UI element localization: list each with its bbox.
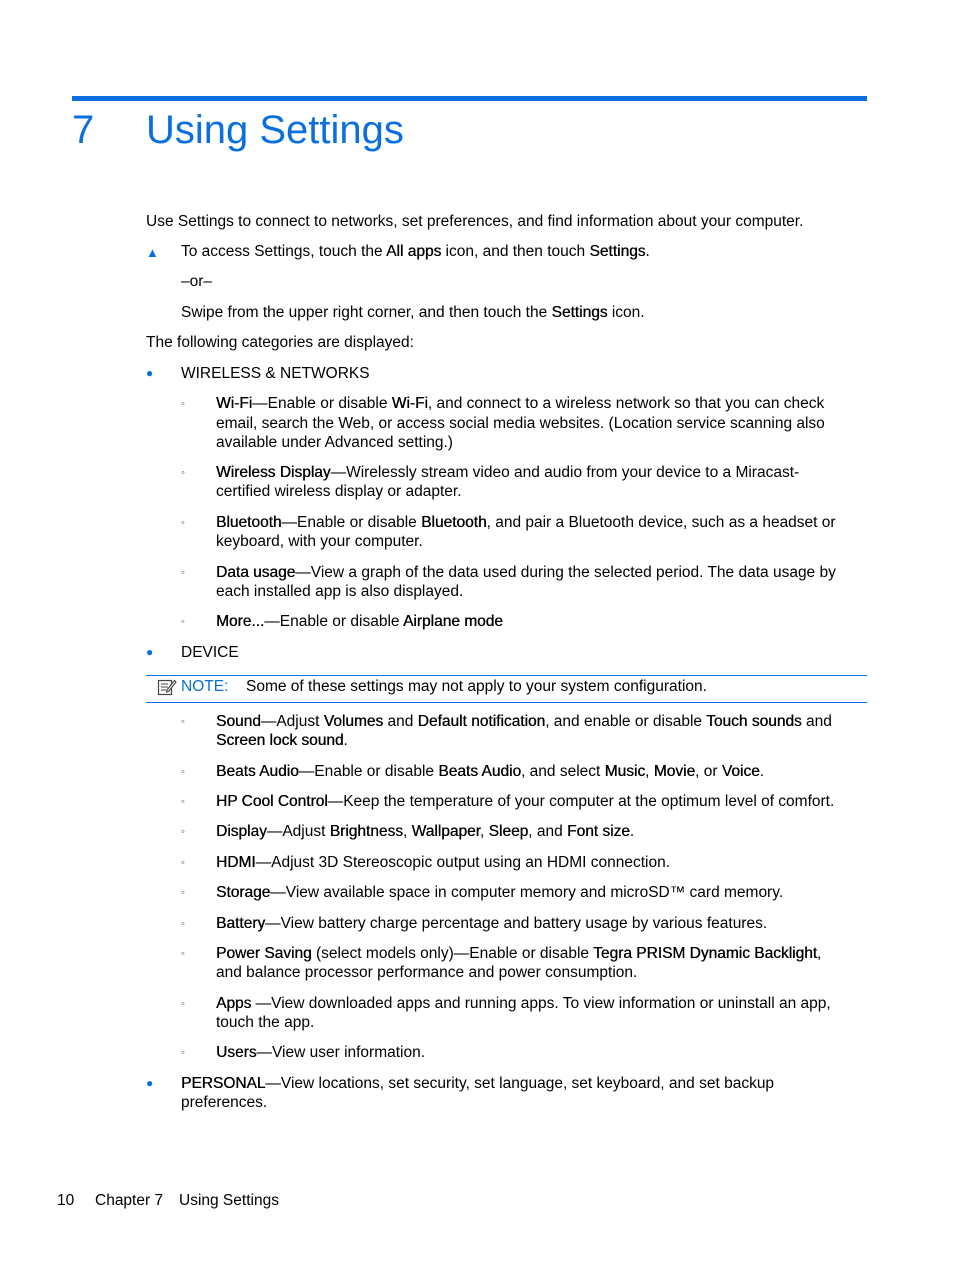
wifi-item-line2: email, search the Web, or access social media websites. (Location service scanning also: [216, 415, 825, 432]
footer-page-number: 10: [57, 1192, 75, 1209]
step-text: To access Settings, touch the All apps icon, and then touch Settings.: [181, 243, 650, 260]
bluetooth-item: Bluetooth—Enable or disable Bluetooth, and pair a Bluetooth device, such as a headset or: [216, 514, 836, 531]
wireless-heading: WIRELESS & NETWORKS: [181, 365, 370, 382]
note-top-rule: [146, 675, 867, 676]
triangle-icon: ▲: [146, 245, 159, 260]
circle-bullet-icon: ◦: [181, 567, 185, 579]
circle-bullet-icon: ◦: [181, 887, 185, 899]
data-usage-item: Data usage—View a graph of the data used during the selected period. The data usage by: [216, 564, 836, 581]
circle-bullet-icon: ◦: [181, 398, 185, 410]
wireless-display-item: Wireless Display—Wirelessly stream video and audio from your device to a Miracast-: [216, 464, 800, 481]
note-label: NOTE:: [181, 678, 229, 695]
apps-item: Apps —View downloaded apps and running apps. To view information or uninstall an app,: [216, 995, 831, 1012]
apps-item-line2: touch the app.: [216, 1014, 315, 1031]
sound-item: Sound—Adjust Volumes and Default notification, and enable or disable Touch sounds and: [216, 713, 832, 730]
device-heading: DEVICE: [181, 644, 239, 661]
wireless-display-line2: certified wireless display or adapter.: [216, 483, 462, 500]
note-bottom-rule: [146, 702, 867, 703]
wifi-item: Wi-Fi—Enable or disable Wi-Fi, and connect to a wireless network so that you can check: [216, 395, 825, 412]
circle-bullet-icon: ◦: [181, 467, 185, 479]
intro-paragraph: Use Settings to connect to networks, set preferences, and find information about your computer.: [146, 213, 804, 230]
circle-bullet-icon: ◦: [181, 796, 185, 808]
dot-bullet-icon: ●: [146, 645, 154, 659]
step-alt-text: Swipe from the upper right corner, and then touch the Settings icon.: [181, 304, 645, 321]
circle-bullet-icon: ◦: [181, 857, 185, 869]
circle-bullet-icon: ◦: [181, 1047, 185, 1059]
circle-bullet-icon: ◦: [181, 948, 185, 960]
storage-item: Storage—View available space in computer memory and microSD™ card memory.: [216, 884, 784, 901]
circle-bullet-icon: ◦: [181, 616, 185, 628]
dot-bullet-icon: ●: [146, 366, 154, 380]
hp-cool-control-item: HP Cool Control—Keep the temperature of your computer at the optimum level of comfort.: [216, 793, 835, 810]
dot-bullet-icon: ●: [146, 1076, 154, 1090]
hdmi-item: HDMI—Adjust 3D Stereoscopic output using an HDMI connection.: [216, 854, 671, 871]
circle-bullet-icon: ◦: [181, 826, 185, 838]
power-saving-item: Power Saving (select models only)—Enable or disable Tegra PRISM Dynamic Backlight,: [216, 945, 822, 962]
categories-intro: The following categories are displayed:: [146, 334, 414, 351]
circle-bullet-icon: ◦: [181, 517, 185, 529]
step-or: –or–: [181, 273, 213, 290]
chapter-title: Using Settings: [146, 108, 404, 152]
more-item: More...—Enable or disable Airplane mode: [216, 613, 503, 630]
battery-item: Battery—View battery charge percentage and battery usage by various features.: [216, 915, 768, 932]
sound-item-line2: Screen lock sound.: [216, 732, 348, 749]
bluetooth-item-line2: keyboard, with your computer.: [216, 533, 423, 550]
footer-chapter: Chapter 7: [95, 1192, 164, 1209]
note-text: Some of these settings may not apply to your system configuration.: [246, 678, 707, 695]
display-item: Display—Adjust Brightness, Wallpaper, Sleep, and Font size.: [216, 823, 635, 840]
circle-bullet-icon: ◦: [181, 716, 185, 728]
personal-item: PERSONAL—View locations, set security, set language, set keyboard, and set backup: [181, 1075, 775, 1092]
personal-item-line2: preferences.: [181, 1094, 268, 1111]
chapter-number: 7: [72, 108, 95, 152]
beats-audio-item: Beats Audio—Enable or disable Beats Audio, and select Music, Movie, or Voice.: [216, 763, 765, 780]
circle-bullet-icon: ◦: [181, 918, 185, 930]
users-item: Users—View user information.: [216, 1044, 426, 1061]
chapter-rule: [72, 96, 867, 101]
circle-bullet-icon: ◦: [181, 998, 185, 1010]
data-usage-line2: each installed app is also displayed.: [216, 583, 464, 600]
circle-bullet-icon: ◦: [181, 766, 185, 778]
note-icon: [157, 677, 177, 697]
footer-title: Using Settings: [179, 1192, 279, 1209]
wifi-item-line3: available under Advanced setting.): [216, 434, 453, 451]
power-saving-line2: and balance processor performance and power consumption.: [216, 964, 638, 981]
